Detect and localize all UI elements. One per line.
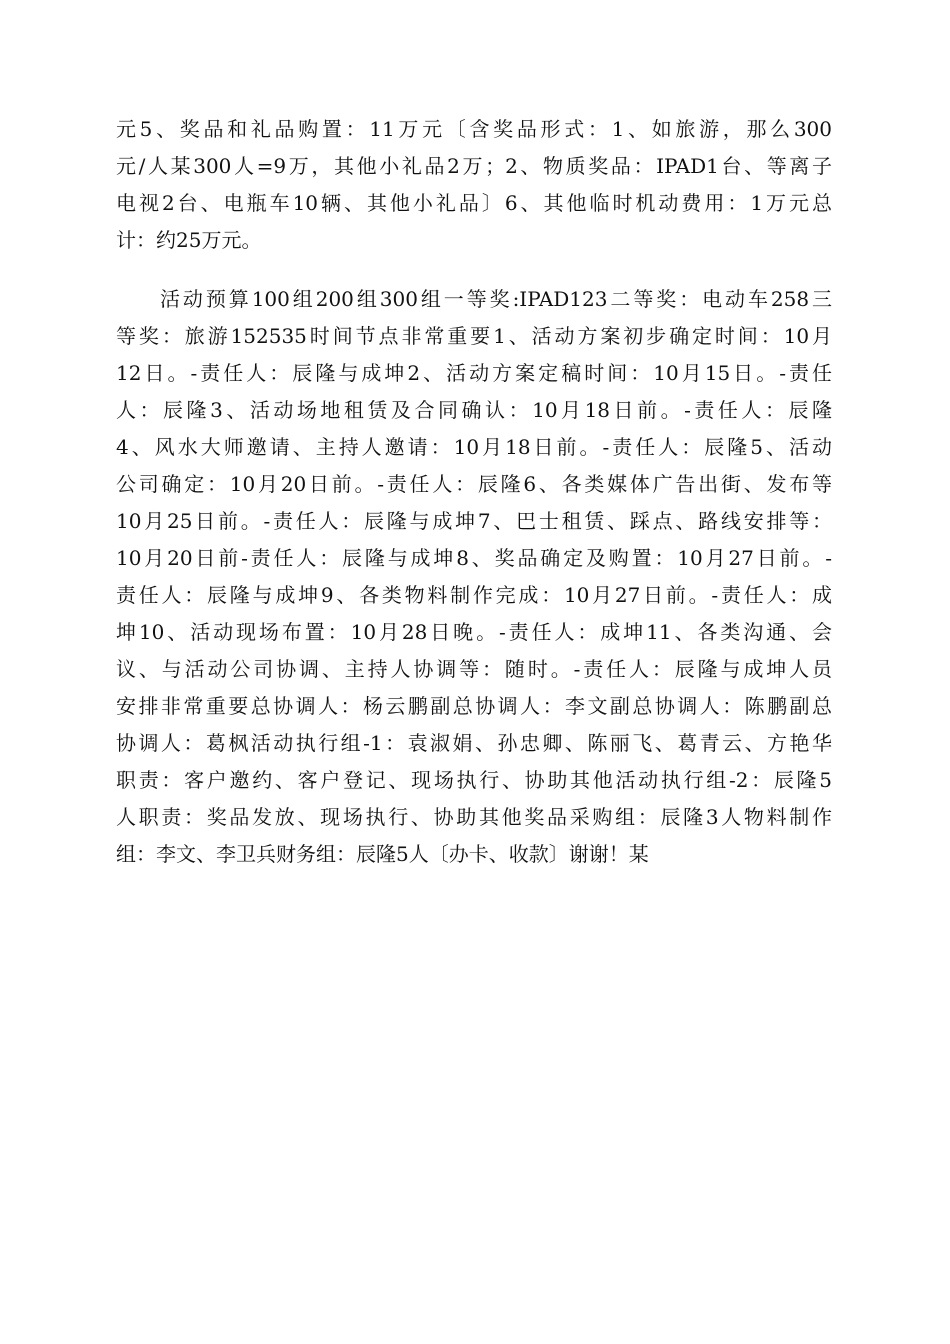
text-line: 10月20日前-责任人：辰隆与成坤8、奖品确定及购置：10月27日前。- <box>116 546 832 570</box>
text-line: 人职责：奖品发放、现场执行、协助其他奖品采购组：辰隆3人物料制作 <box>116 805 832 829</box>
text-line: 10月25日前。-责任人：辰隆与成坤7、巴士租赁、踩点、路线安排等： <box>116 509 832 533</box>
text-line: 电视2台、电瓶车10辆、其他小礼品〕6、其他临时机动费用：1万元总 <box>116 191 832 215</box>
text-line: 责任人：辰隆与成坤9、各类物料制作完成：10月27日前。-责任人：成 <box>116 583 832 607</box>
text-line: 协调人：葛枫活动执行组-1：袁淑娟、孙忠卿、陈丽飞、葛青云、方艳华 <box>116 731 832 755</box>
paragraph-prizes-budget <box>116 111 832 259</box>
text-line: 组：李文、李卫兵财务组：辰隆5人〔办卡、收款〕谢谢！某 <box>116 842 649 866</box>
text-line: 12日。-责任人：辰隆与成坤2、活动方案定稿时间：10月15日。-责任 <box>116 361 832 385</box>
text-line: 元/人某300人=9万，其他小礼品2万；2、物质奖品：IPAD1台、等离子 <box>116 154 832 178</box>
text-line: 4、风水大师邀请、主持人邀请：10月18日前。-责任人：辰隆5、活动 <box>116 435 832 459</box>
text-line: 元5、奖品和礼品购置：11万元〔含奖品形式：1、如旅游，那么300 <box>116 117 832 141</box>
text-line: 活动预算100组200组300组一等奖:IPAD123二等奖：电动车258三 <box>160 287 832 311</box>
text-line: 议、与活动公司协调、主持人协调等：随时。-责任人：辰隆与成坤人员 <box>116 657 832 681</box>
text-line: 坤10、活动现场布置：10月28日晚。-责任人：成坤11、各类沟通、会 <box>116 620 832 644</box>
paragraph-schedule-staffing <box>116 281 832 873</box>
text-line: 等奖：旅游152535时间节点非常重要1、活动方案初步确定时间：10月 <box>116 324 832 348</box>
text-line: 安排非常重要总协调人：杨云鹏副总协调人：李文副总协调人：陈鹏副总 <box>116 694 832 718</box>
text-line: 人：辰隆3、活动场地租赁及合同确认：10月18日前。-责任人：辰隆 <box>116 398 832 422</box>
text-line: 公司确定：10月20日前。-责任人：辰隆6、各类媒体广告出街、发布等 <box>116 472 832 496</box>
text-line: 计：约25万元。 <box>116 228 262 252</box>
text-line: 职责：客户邀约、客户登记、现场执行、协助其他活动执行组-2：辰隆5 <box>116 768 832 792</box>
